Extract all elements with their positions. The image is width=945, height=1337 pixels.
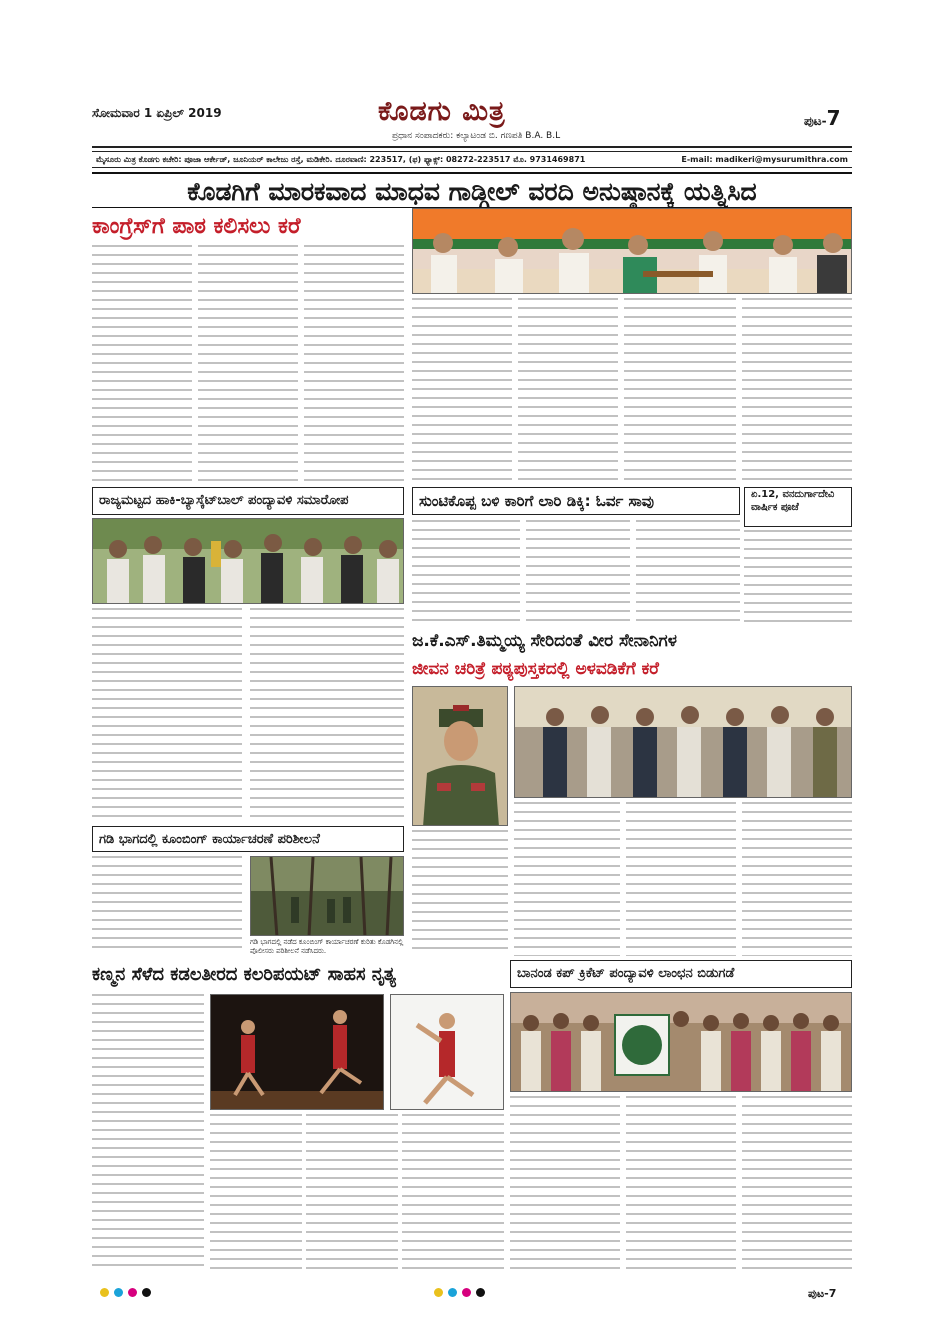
cyan-dot bbox=[448, 1288, 457, 1297]
magenta-dot bbox=[128, 1288, 137, 1297]
lead-story-col-4 bbox=[412, 298, 512, 484]
combing-photo-caption: ಗಡಿ ಭಾಗದಲ್ಲಿ ನಡೆದ ಕೂಂಬಿಂಗ್ ಕಾರ್ಯಾಚರಣೆ ಕುರಿತು ಕೊಡಗಿನಲ್ಲಿ ಪೊಲೀಸರು ಪರಿಶೀಲನೆ ನಡೆಸಿದರು. bbox=[250, 938, 404, 955]
lead-story-col-7 bbox=[742, 298, 852, 484]
combing-headline: ಗಡಿ ಭಾಗದಲ್ಲಿ ಕೂಂಬಿಂಗ್ ಕಾರ್ಯಾಚರಣೆ ಪರಿಶೀಲನೆ bbox=[92, 826, 404, 852]
basketball-story-col-2 bbox=[250, 608, 404, 822]
festival-story-col bbox=[744, 530, 852, 622]
thimmaiah-story-col-3 bbox=[742, 802, 852, 956]
lead-headline: ಕೊಡಗಿಗೆ ಮಾರಕವಾದ ಮಾಧವ ಗಾಡ್ಗೀಲ್ ವರದಿ ಅನುಷ್ಠಾನಕ್ಕೆ ಯತ್ನಿಸಿದ bbox=[92, 172, 852, 208]
magenta-dot bbox=[462, 1288, 471, 1297]
kalari-story-col-4 bbox=[402, 1114, 504, 1270]
kalari-performance-photo-1 bbox=[210, 994, 384, 1110]
contact-bar bbox=[92, 151, 852, 168]
thimmaiah-story-col-0 bbox=[412, 830, 508, 956]
cricket-story-col-3 bbox=[742, 1096, 852, 1270]
thimmaiah-headline-1: ಜ.ಕೆ.ಎಸ್.ತಿಮ್ಮಯ್ಯ ಸೇರಿದಂತೆ ವೀರ ಸೇನಾನಿಗಳ bbox=[412, 631, 677, 651]
kalari-story-col-3 bbox=[306, 1114, 398, 1270]
lead-story-col-3 bbox=[304, 245, 404, 484]
yellow-dot bbox=[100, 1288, 109, 1297]
yellow-dot bbox=[434, 1288, 443, 1297]
accident-headline: ಸುಂಟಿಕೊಪ್ಪ ಬಳಿ ಕಾರಿಗೆ ಲಾರಿ ಡಿಕ್ಕಿ: ಓರ್ವ ಸಾವು bbox=[412, 487, 740, 515]
thimmaiah-story-col-1 bbox=[514, 802, 620, 956]
lead-photo-stage-leaders bbox=[412, 208, 852, 294]
felicitation-event-photo bbox=[514, 686, 852, 798]
cricket-story-col-2 bbox=[626, 1096, 736, 1270]
festival-headline: ಏ.12, ವನದುರ್ಗಾದೇವಿ ವಾರ್ಷಿಕ ಪೂಜೆ bbox=[744, 487, 852, 527]
page-number: ಪುಟ-7 bbox=[804, 106, 841, 130]
combing-forest-photo bbox=[250, 856, 404, 936]
cricket-logo-release-photo bbox=[510, 992, 852, 1092]
lead-story-col-2 bbox=[198, 245, 298, 484]
masthead-rule bbox=[92, 146, 852, 148]
lead-subheadline: ಕಾಂಗ್ರೆಸ್‌ಗೆ ಪಾಠ ಕಲಿಸಲು ಕರೆ bbox=[92, 214, 301, 239]
registration-dots-center bbox=[434, 1288, 485, 1297]
issue-date: ಸೋಮವಾರ 1 ಏಪ್ರಿಲ್ 2019 bbox=[92, 106, 222, 120]
cricket-story-col-1 bbox=[510, 1096, 620, 1270]
contact-address: ಮೈಸೂರು ಮಿತ್ರ ಕೊಡಗು ಕಚೇರಿ: ಪೂಜಾ ಆರ್ಕೇಡ್, ಜೂನಿಯರ್ ಕಾಲೇಜು ರಸ್ತೆ, ಮಡಿಕೇರಿ. ದೂರವಾಣಿ: 223517, (ಫ) ಫ್ಯಾಕ್ಸ್: 08272-223517 ಮೊ. 9731469871 bbox=[96, 155, 586, 164]
black-dot bbox=[476, 1288, 485, 1297]
kalari-story-col-1 bbox=[92, 994, 204, 1270]
basketball-award-photo bbox=[92, 518, 404, 604]
basketball-story-col-1 bbox=[92, 608, 242, 822]
accident-story-col-1 bbox=[412, 520, 520, 622]
cricket-headline: ಬಾನಂಡ ಕಪ್ ಕ್ರಿಕೆಟ್ ಪಂದ್ಯಾವಳಿ ಲಾಂಛನ ಬಿಡುಗಡೆ bbox=[510, 960, 852, 988]
black-dot bbox=[142, 1288, 151, 1297]
basketball-headline: ರಾಜ್ಯಮಟ್ಟದ ಹಾಕಿ-ಬ್ಯಾಸ್ಕೆಟ್‌ಬಾಲ್ ಪಂದ್ಯಾವಳಿ ಸಮಾರೋಪ bbox=[92, 487, 404, 515]
kalari-story-col-2 bbox=[210, 1114, 302, 1270]
contact-email: E-mail: madikeri@mysurumithra.com bbox=[681, 155, 848, 164]
combing-story-col-1 bbox=[92, 856, 242, 952]
thimmaiah-headline-2: ಜೀವನ ಚರಿತ್ರೆ ಪಠ್ಯಪುಸ್ತಕದಲ್ಲಿ ಅಳವಡಿಕೆಗೆ ಕರೆ bbox=[412, 659, 659, 679]
accident-story-col-3 bbox=[636, 520, 740, 622]
general-thimmaiah-portrait bbox=[412, 686, 508, 826]
newspaper-logo: ಕೊಡಗು ಮಿತ್ರ bbox=[378, 96, 506, 127]
kalaripayattu-headline: ಕಣ್ಮನ ಸೆಳೆದ ಕಡಲತೀರದ ಕಲರಿಪಯಟ್ ಸಾಹಸ ನೃತ್ಯ bbox=[92, 964, 396, 985]
lead-story-col-6 bbox=[624, 298, 736, 484]
lead-story-col-1 bbox=[92, 245, 192, 484]
footer-page-number: ಪುಟ-7 bbox=[808, 1287, 837, 1300]
registration-dots-left bbox=[100, 1288, 151, 1297]
cyan-dot bbox=[114, 1288, 123, 1297]
lead-story-col-5 bbox=[518, 298, 618, 484]
chief-editor-line: ಪ್ರಧಾನ ಸಂಪಾದಕರು: ಕಲ್ಯಾಟಂಡ ಬಿ. ಗಣಪತಿ B.A. B.L bbox=[392, 131, 561, 141]
accident-story-col-2 bbox=[526, 520, 630, 622]
thimmaiah-story-col-2 bbox=[626, 802, 736, 956]
